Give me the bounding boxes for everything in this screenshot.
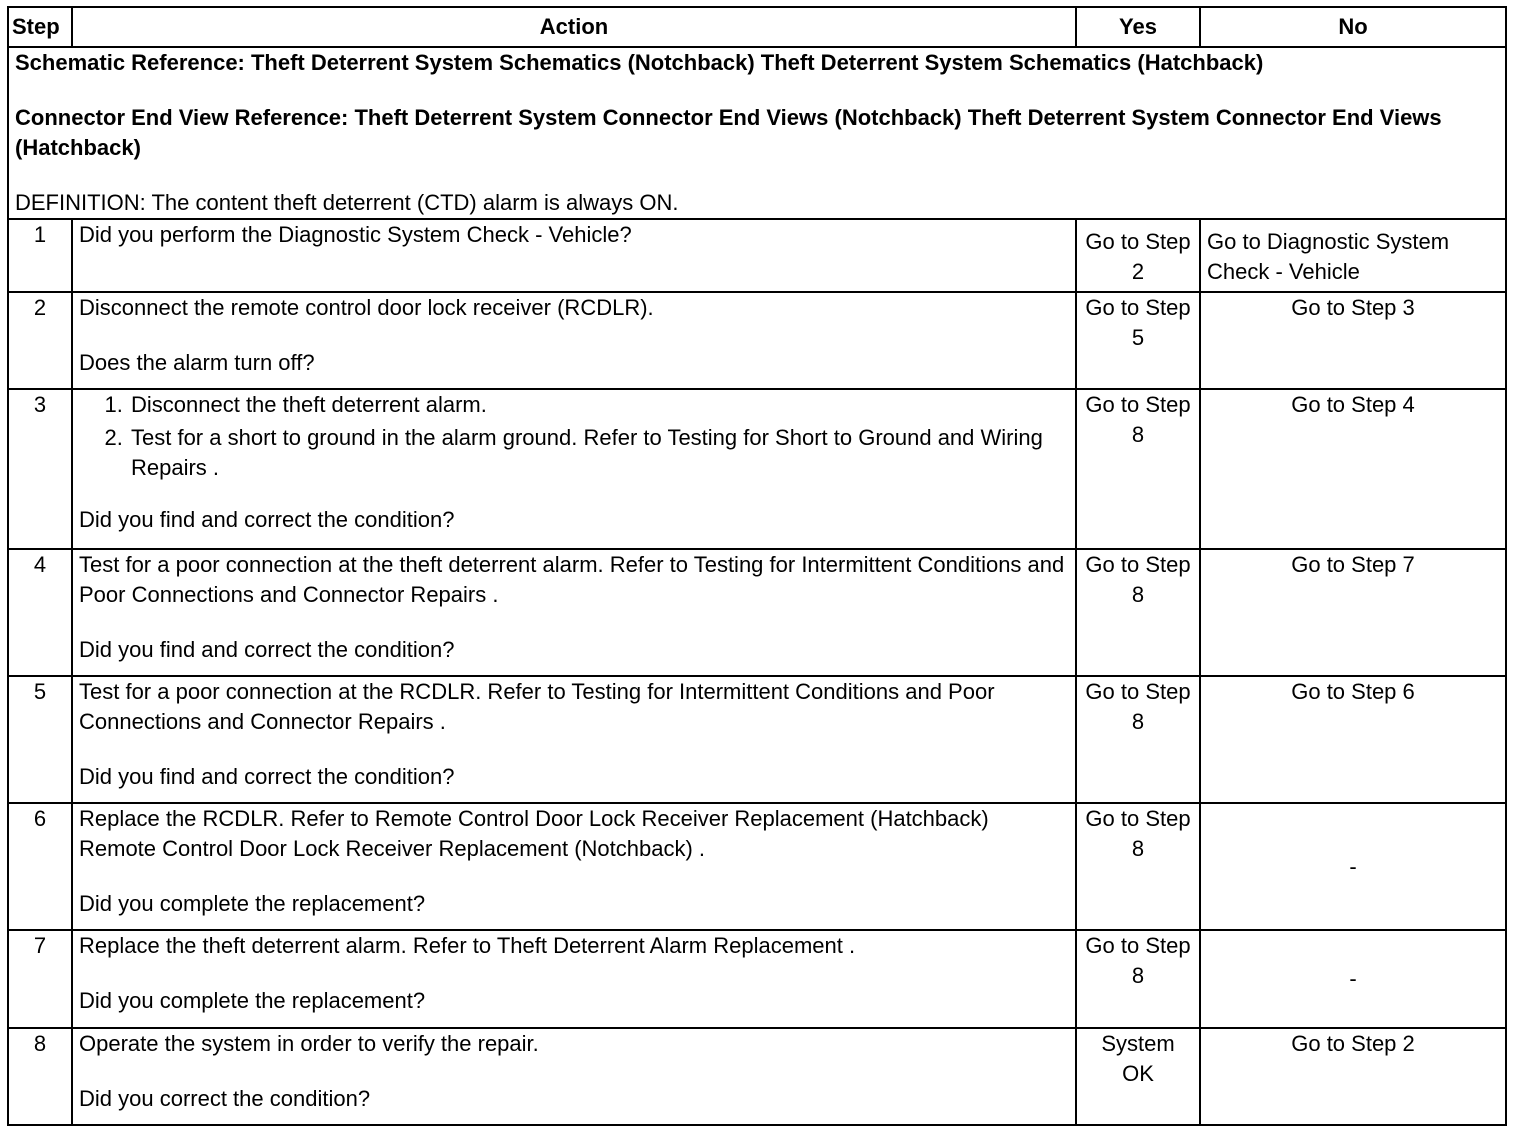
- table-row: [8, 549, 1506, 676]
- yes-result: System OK: [1076, 1028, 1200, 1125]
- table-row: [8, 219, 1506, 292]
- no-result: -: [1200, 930, 1506, 1028]
- no-result: Go to Step 2: [1200, 1028, 1506, 1125]
- action-text: Did you perform the Diagnostic System Check - Vehicle?: [79, 222, 632, 247]
- yes-result: Go to Step 8: [1076, 549, 1200, 676]
- action-question: Did you find and correct the condition?: [79, 764, 455, 789]
- header-no: No: [1200, 7, 1506, 47]
- info-cell: [8, 47, 1506, 219]
- table-row: [8, 803, 1506, 930]
- yes-result: Go to Step 5: [1076, 292, 1200, 389]
- action-question: Did you find and correct the condition?: [79, 637, 455, 662]
- table-row: [8, 389, 1506, 549]
- action-question: Does the alarm turn off?: [79, 350, 315, 375]
- table-row: [8, 1028, 1506, 1125]
- action-text: Disconnect the remote control door lock receiver (RCDLR).: [79, 295, 654, 320]
- yes-result: Go to Step 8: [1076, 389, 1200, 549]
- step-action: [72, 930, 1076, 1028]
- step-number: 2: [8, 292, 72, 389]
- substep-item: 1. Disconnect the theft deterrent alarm.: [129, 390, 1069, 420]
- step-number: 3: [8, 389, 72, 549]
- substep-list: [79, 390, 1069, 483]
- no-result: Go to Diagnostic System Check - Vehicle: [1200, 219, 1506, 292]
- action-text: Test for a poor connection at the theft deterrent alarm. Refer to Testing for Intermittent Conditions and Poor Connections and Connector Repairs .: [79, 552, 1065, 607]
- diagnostic-table: [7, 6, 1507, 1126]
- action-text: Operate the system in order to verify the repair.: [79, 1031, 539, 1056]
- header-row: [8, 7, 1506, 47]
- no-result: Go to Step 3: [1200, 292, 1506, 389]
- yes-result: Go to Step 8: [1076, 676, 1200, 803]
- table-row: [8, 676, 1506, 803]
- info-row: [8, 47, 1506, 219]
- table-row: [8, 292, 1506, 389]
- step-number: 5: [8, 676, 72, 803]
- table-row: [8, 930, 1506, 1028]
- step-action: [72, 1028, 1076, 1125]
- step-action: [72, 676, 1076, 803]
- action-question: Did you correct the condition?: [79, 1086, 371, 1111]
- no-result: Go to Step 7: [1200, 549, 1506, 676]
- header-action: Action: [72, 7, 1076, 47]
- step-number: 6: [8, 803, 72, 930]
- schematic-reference: Schematic Reference: Theft Deterrent System Schematics (Notchback) Theft Deterrent System Schematics (Hatchback): [15, 50, 1264, 75]
- step-number: 7: [8, 930, 72, 1028]
- action-question: Did you find and correct the condition?: [79, 507, 455, 532]
- action-text: Replace the theft deterrent alarm. Refer to Theft Deterrent Alarm Replacement .: [79, 933, 856, 958]
- no-result: Go to Step 6: [1200, 676, 1506, 803]
- substep-item: 2. Test for a short to ground in the alarm ground. Refer to Testing for Short to Ground and Wiring Repairs .: [129, 423, 1069, 483]
- header-yes: Yes: [1076, 7, 1200, 47]
- step-action: [72, 389, 1076, 549]
- step-action: [72, 292, 1076, 389]
- step-number: 8: [8, 1028, 72, 1125]
- action-question: Did you complete the replacement?: [79, 891, 426, 916]
- step-number: 4: [8, 549, 72, 676]
- action-text: Replace the RCDLR. Refer to Remote Control Door Lock Receiver Replacement (Hatchback) Remote Control Door Lock Receiver Replacement (Notchback) .: [79, 806, 989, 861]
- step-action: [72, 803, 1076, 930]
- step-action: [72, 219, 1076, 292]
- definition-text: DEFINITION: The content theft deterrent (CTD) alarm is always ON.: [15, 190, 679, 215]
- yes-result: Go to Step 8: [1076, 930, 1200, 1028]
- step-number: 1: [8, 219, 72, 292]
- no-result: -: [1200, 803, 1506, 930]
- no-result: Go to Step 4: [1200, 389, 1506, 549]
- yes-result: Go to Step 2: [1076, 219, 1200, 292]
- header-step: Step: [8, 7, 72, 47]
- connector-end-view-reference: Connector End View Reference: Theft Deterrent System Connector End Views (Notchback) Theft Deterrent System Connector End Views (Hatchback): [15, 105, 1442, 160]
- step-action: [72, 549, 1076, 676]
- action-question: Did you complete the replacement?: [79, 988, 426, 1013]
- yes-result: Go to Step 8: [1076, 803, 1200, 930]
- action-text: Test for a poor connection at the RCDLR. Refer to Testing for Intermittent Conditions and Poor Connections and Connector Repairs .: [79, 679, 995, 734]
